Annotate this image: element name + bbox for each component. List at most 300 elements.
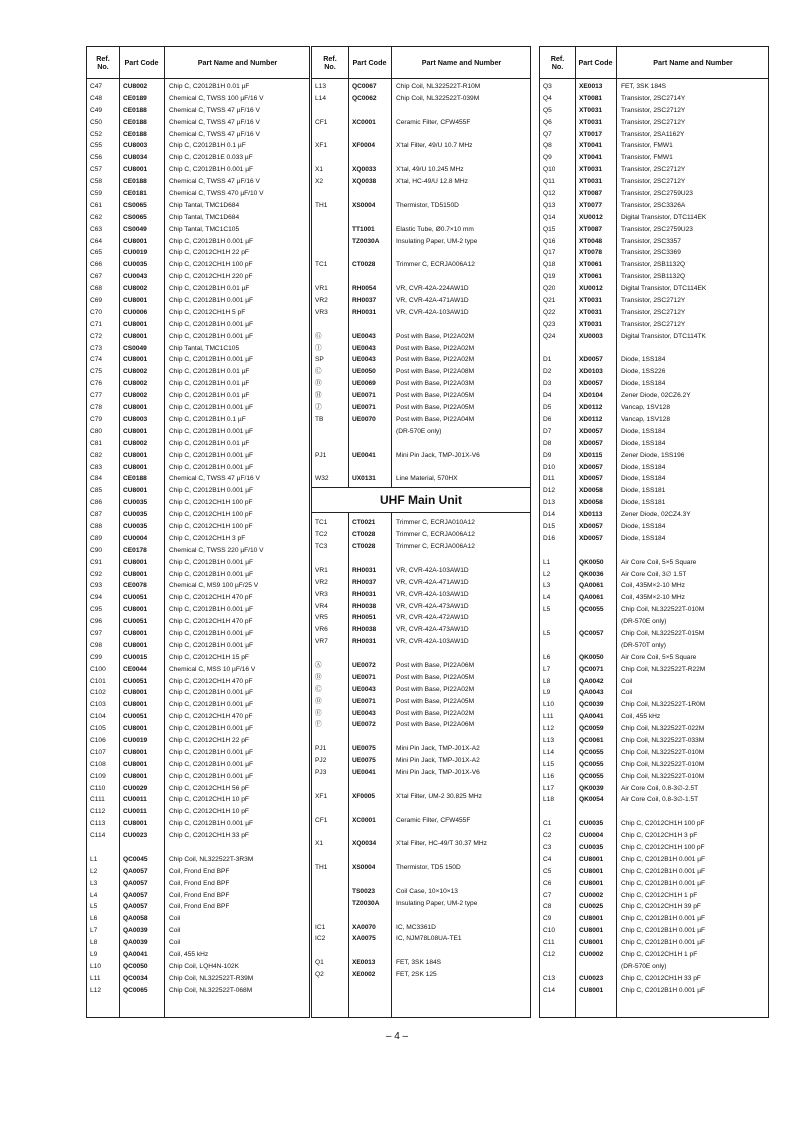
table-row <box>87 747 309 759</box>
table-row <box>540 129 768 141</box>
part-code: XT0078 <box>579 249 603 257</box>
part-code: XT0031 <box>579 320 603 328</box>
table-row <box>540 973 768 985</box>
ref-no: C89 <box>90 534 103 542</box>
part-name: Diode, 1SS184 <box>621 380 666 388</box>
part-code: CU8001 <box>123 748 148 756</box>
part-name: Digital Transistor, DTC114TK <box>621 332 706 340</box>
table-row <box>87 949 309 961</box>
ref-no: X1 <box>315 840 324 848</box>
ref-no: D8 <box>543 439 552 447</box>
ref-no: X1 <box>315 166 324 174</box>
ref-no: Q2 <box>315 971 324 979</box>
table-row <box>540 676 768 688</box>
part-name: Chip C, C2012B1H 0.001 µF <box>169 725 254 733</box>
part-code: QA0057 <box>123 903 148 911</box>
ref-no: Q13 <box>543 201 556 209</box>
part-code: QC0050 <box>123 962 148 970</box>
part-name: Chip C, C2012CH1H 100 pF <box>169 499 253 507</box>
ref-no: C87 <box>90 511 103 519</box>
part-name: Chip Coil, NL322522T-039M <box>396 94 480 102</box>
part-code: XT0031 <box>579 166 603 174</box>
ref-no: C1 <box>543 820 552 828</box>
part-name: Chip C, C2012B1H 0.001 µF <box>169 606 254 614</box>
part-name: Chip Coil, NL322522T-015M <box>621 629 705 637</box>
ref-no: D10 <box>543 463 556 471</box>
part-name: Chip C, C2012B1H 0.001 µF <box>169 297 254 305</box>
header-part-name: Part Name and Number <box>421 57 502 67</box>
part-name: Chip C, C2012CH1H 100 pF <box>169 511 253 519</box>
part-code: CU0006 <box>123 308 148 316</box>
table-row <box>312 129 530 141</box>
ref-no: L12 <box>90 986 102 994</box>
part-code: CU8001 <box>123 166 148 174</box>
part-code: CU8001 <box>579 986 604 994</box>
ref-no: C78 <box>90 404 103 412</box>
table-row <box>87 497 309 509</box>
part-code: QK0050 <box>579 653 604 661</box>
ref-no: TC3 <box>315 543 328 551</box>
part-code: CU0019 <box>123 249 148 257</box>
table-row <box>312 719 530 731</box>
part-name: Chip C, C2012B1H 0.001 µF <box>621 927 706 935</box>
part-code: UE0043 <box>352 332 376 340</box>
table-row <box>540 236 768 248</box>
ref-no: C73 <box>90 344 103 352</box>
table-row <box>312 426 530 438</box>
ref-no: D3 <box>543 380 552 388</box>
part-name: Post with Base, PI22A02M <box>396 685 475 693</box>
table-row <box>312 565 530 577</box>
ref-no: Ⓓ <box>315 697 322 705</box>
part-code: QC0055 <box>579 748 604 756</box>
part-code: UE0041 <box>352 768 376 776</box>
ref-no: C98 <box>90 641 103 649</box>
ref-no: CF1 <box>315 118 328 126</box>
part-code: CU0023 <box>123 832 148 840</box>
table-row <box>87 545 309 557</box>
table-row <box>312 462 530 474</box>
header-ref-no: Ref. No. <box>550 53 565 71</box>
ref-no: L4 <box>543 594 551 602</box>
part-code: XT0041 <box>579 154 603 162</box>
table-row <box>540 794 768 806</box>
part-code: CU8001 <box>579 867 604 875</box>
table-row <box>540 354 768 366</box>
part-name: Digital Transistor, DTC114EK <box>621 285 707 293</box>
part-code: CU8002 <box>123 439 148 447</box>
part-code: XU0012 <box>579 285 603 293</box>
part-name: Chip C, C2012B1H 0.001 µF <box>169 166 254 174</box>
table-row <box>87 473 309 485</box>
part-name: (DR-570E only) <box>621 962 667 970</box>
header-part-name: Part Name and Number <box>653 57 733 67</box>
part-code: CU8001 <box>123 558 148 566</box>
part-name: Chip C, C2012B1H 0.001 µF <box>169 463 254 471</box>
part-code: CU0002 <box>579 891 604 899</box>
table-row <box>540 747 768 759</box>
ref-no: C63 <box>90 225 103 233</box>
table-row <box>87 913 309 925</box>
ref-no: L1 <box>90 855 98 863</box>
part-code: CU8001 <box>579 927 604 935</box>
table-row <box>312 731 530 743</box>
ref-no: C48 <box>90 94 103 102</box>
ref-no: VR1 <box>315 566 328 574</box>
table-row <box>540 806 768 818</box>
table-row <box>312 624 530 636</box>
ref-no: C105 <box>90 725 106 733</box>
ref-no: C66 <box>90 261 103 269</box>
part-name: Chip C, C2012CH1H 100 pF <box>169 522 253 530</box>
part-code: UE0043 <box>352 709 376 717</box>
ref-no: C10 <box>543 927 556 935</box>
part-name: Insulating Paper, UM-2 type <box>396 899 478 907</box>
part-code: QC0034 <box>123 974 148 982</box>
part-name: FET, 3SK 184S <box>621 83 667 90</box>
ref-no: L5 <box>543 606 551 614</box>
part-name: Chemical C, MSS 10 µF/16 V <box>169 665 256 673</box>
ref-no: Q22 <box>543 308 556 316</box>
part-code: UE0075 <box>352 757 376 765</box>
part-name: Coil, Frond End BPF <box>169 903 230 911</box>
part-name: Chip Tantal, TMC1D684 <box>169 213 240 221</box>
table-row <box>87 711 309 723</box>
ref-no: C55 <box>90 142 103 150</box>
part-code: TZ0030A <box>352 899 380 907</box>
part-code: TT1001 <box>352 225 375 233</box>
part-code: XD0057 <box>579 534 603 542</box>
ref-no: TB <box>315 415 324 423</box>
ref-no: C106 <box>90 736 106 744</box>
part-code: UE0043 <box>352 344 376 352</box>
table-row <box>312 636 530 648</box>
ref-no: C77 <box>90 392 103 400</box>
part-name: (DR-570E only) <box>396 427 442 435</box>
part-code: XF0005 <box>352 792 376 800</box>
part-name: Post with Base, PI22A02M <box>396 709 475 717</box>
part-code: XD0057 <box>579 522 603 530</box>
ref-no: XF1 <box>315 142 328 150</box>
table-row <box>540 497 768 509</box>
ref-no: D12 <box>543 487 556 495</box>
table-row <box>540 913 768 925</box>
part-code: CU8001 <box>123 297 148 305</box>
ref-no: W32 <box>315 475 329 483</box>
part-code: CE0078 <box>123 582 147 590</box>
part-name: Chip C, C2012CH1H 10 pF <box>169 796 249 804</box>
ref-no: VR1 <box>315 285 328 293</box>
part-name: VR, CVR-42A-224AW1D <box>396 285 469 293</box>
part-code: UE0041 <box>352 451 376 459</box>
part-code: CU0051 <box>123 713 148 721</box>
table-row <box>312 886 530 898</box>
ref-no: L14 <box>315 94 327 102</box>
table-row <box>87 259 309 271</box>
part-name: Thermistor, TD5 150D <box>396 864 461 872</box>
table-row <box>87 212 309 224</box>
table-row <box>312 791 530 803</box>
part-code: RH0037 <box>352 297 377 305</box>
part-code: QA0057 <box>123 867 148 875</box>
part-code: QC0055 <box>579 772 604 780</box>
table-row <box>312 957 530 969</box>
ref-no: C114 <box>90 832 106 840</box>
ref-no: Q4 <box>543 94 552 102</box>
part-code: UE0070 <box>352 415 376 423</box>
part-name: Diode, 1SS184 <box>621 439 666 447</box>
ref-no: L15 <box>543 760 555 768</box>
part-name: Trimmer C, ECRJA006A12 <box>396 531 475 539</box>
ref-no: Ⓖ <box>315 332 322 340</box>
part-code: XT0017 <box>579 130 603 138</box>
part-name: Diode, 1SS184 <box>621 427 666 435</box>
part-code: XT0048 <box>579 237 603 245</box>
part-code: QC0057 <box>579 629 604 637</box>
ref-no: C102 <box>90 689 106 697</box>
part-name: Post with Base, PI22A05M <box>396 392 475 400</box>
table-row <box>87 901 309 913</box>
table-row <box>87 331 309 343</box>
part-name: VR, CVR-42A-472AW1D <box>396 614 469 622</box>
ref-no: Q9 <box>543 154 552 162</box>
table-row <box>312 81 530 93</box>
table-row <box>540 937 768 949</box>
ref-no: X2 <box>315 178 324 186</box>
part-name: Coil, Frond End BPF <box>169 867 230 875</box>
part-code: QA0061 <box>579 582 604 590</box>
ref-no: C68 <box>90 285 103 293</box>
part-name: IC, NJM78L08UA-TE1 <box>396 935 462 943</box>
part-name: Chip C, C2012CH1H 33 pF <box>169 832 249 840</box>
part-code: CU8001 <box>123 760 148 768</box>
part-code: UE0050 <box>352 368 376 376</box>
table-row <box>312 354 530 366</box>
part-code: XT0081 <box>579 94 603 102</box>
table-row <box>312 366 530 378</box>
table-row <box>87 771 309 783</box>
part-code: RH0038 <box>352 626 377 634</box>
ref-no: C103 <box>90 701 106 709</box>
table-row <box>540 687 768 699</box>
table-row <box>312 402 530 414</box>
part-name: Chip C, C2012B1H 0.001 µF <box>169 689 254 697</box>
table-row <box>87 117 309 129</box>
table-row <box>540 901 768 913</box>
table-row <box>540 117 768 129</box>
part-name: Coil <box>621 677 633 685</box>
ref-no: C104 <box>90 713 106 721</box>
table-row <box>87 830 309 842</box>
table-row <box>312 553 530 565</box>
part-code: CE0188 <box>123 130 147 138</box>
table-row <box>87 224 309 236</box>
part-name: Chip Coil, NL322522T-010M <box>621 760 705 768</box>
ref-no: L16 <box>543 772 555 780</box>
table-row <box>312 117 530 129</box>
part-name: Transistor, 2SC2712Y <box>621 106 686 114</box>
part-name: Chip C, C2012CH1H 33 pF <box>621 974 701 982</box>
table-row <box>87 152 309 164</box>
table-row <box>312 224 530 236</box>
table-row <box>312 140 530 152</box>
part-code: CT0028 <box>352 261 376 269</box>
part-name: Post with Base, PI22A06M <box>396 661 475 669</box>
part-code: CU8001 <box>123 356 148 364</box>
ref-no: L14 <box>543 748 555 756</box>
part-name: Chip C, C2012B1H 0.01 µF <box>169 439 250 447</box>
part-name: Chip C, C2012B1H 0.001 µF <box>169 820 254 828</box>
table-row <box>87 569 309 581</box>
part-code: CE0044 <box>123 665 147 673</box>
ref-no: C108 <box>90 760 106 768</box>
part-name: Transistor, 2SB1132Q <box>621 273 686 281</box>
part-name: Chemical C, TWSS 47 µF/16 V <box>169 106 260 114</box>
ref-no: C90 <box>90 546 103 554</box>
table-row <box>312 743 530 755</box>
part-name: Post with Base, PI22A04M <box>396 415 475 423</box>
ref-no: C84 <box>90 475 103 483</box>
part-name: Post with Base, PI22A06M <box>396 721 475 729</box>
table-row <box>312 945 530 957</box>
table-row <box>87 557 309 569</box>
ref-no: C100 <box>90 665 106 673</box>
part-name: Chip C, C2012B1E 0.033 µF <box>169 154 253 162</box>
ref-no: C14 <box>543 986 556 994</box>
part-name: Chip C, C2012B1H 0.001 µF <box>169 629 254 637</box>
ref-no: C76 <box>90 380 103 388</box>
table-row <box>87 961 309 973</box>
part-code: CU8002 <box>123 392 148 400</box>
part-code: CU8001 <box>123 725 148 733</box>
table-row <box>87 414 309 426</box>
table-row <box>540 604 768 616</box>
table-row <box>540 533 768 545</box>
ref-no: C95 <box>90 606 103 614</box>
table-row <box>540 390 768 402</box>
part-code: CT0021 <box>352 519 376 527</box>
part-code: QK0054 <box>579 796 604 804</box>
part-name: Chip C, C2012B1H 0.001 µF <box>169 237 254 245</box>
part-code: CU8002 <box>123 368 148 376</box>
table-row <box>87 759 309 771</box>
table-row <box>87 854 309 866</box>
table-row <box>540 854 768 866</box>
part-name: Transistor, 2SC2759U23 <box>621 225 693 233</box>
part-code: CU0051 <box>123 618 148 626</box>
table-row <box>87 604 309 616</box>
part-code: XU0003 <box>579 332 603 340</box>
part-code: QA0061 <box>579 594 604 602</box>
part-code: CE0188 <box>123 118 147 126</box>
part-code: UE0075 <box>352 745 376 753</box>
ref-no: Ⓐ <box>315 661 322 669</box>
part-code: XT0041 <box>579 142 603 150</box>
table-row <box>540 176 768 188</box>
part-name: VR, CVR-42A-103AW1D <box>396 590 469 598</box>
table-row <box>312 236 530 248</box>
part-name: Chip C, C2012B1H 0.001 µF <box>169 356 254 364</box>
table-row <box>540 699 768 711</box>
part-code: XD0112 <box>579 404 603 412</box>
ref-no: VR7 <box>315 638 328 646</box>
ref-no: C75 <box>90 368 103 376</box>
part-name: Diode, 1SS226 <box>621 368 666 376</box>
ref-no: C58 <box>90 178 103 186</box>
part-name: Chip Tantal, TMC1C105 <box>169 344 240 352</box>
ref-no: Q24 <box>543 332 556 340</box>
table-row <box>540 105 768 117</box>
table-row <box>87 105 309 117</box>
ref-no: D6 <box>543 415 552 423</box>
part-name: Chip C, C2012CH1H 39 pF <box>621 903 701 911</box>
table-row <box>87 640 309 652</box>
table-row <box>312 755 530 767</box>
table-row <box>540 878 768 890</box>
part-code: QK0039 <box>579 784 604 792</box>
table-row <box>312 200 530 212</box>
ref-no: C13 <box>543 974 556 982</box>
table-row <box>540 961 768 973</box>
table-row <box>312 517 530 529</box>
ref-no: Ⓒ <box>315 368 322 376</box>
part-name: Chip C, C2012CH1H 100 pF <box>621 820 705 828</box>
part-code: QA0041 <box>123 951 148 959</box>
table-row <box>87 866 309 878</box>
part-name: Chip C, C2012CH1H 100 pF <box>621 844 705 851</box>
part-code: CU0025 <box>579 903 604 911</box>
part-name: VR, CVR-42A-471AW1D <box>396 578 469 586</box>
ref-no: VR4 <box>315 602 328 610</box>
ref-no: L5 <box>90 903 98 911</box>
part-name: Chip C, C2012B1H 0.01 µF <box>169 83 250 90</box>
table-row <box>540 247 768 259</box>
ref-no: C65 <box>90 249 103 257</box>
part-name: Chip C, C2012B1H 0.001 µF <box>169 427 254 435</box>
part-name: Chip C, C2012B1H 0.001 µF <box>169 772 254 780</box>
ref-no: IC1 <box>315 923 326 931</box>
part-code: CU8001 <box>123 320 148 328</box>
table-row <box>87 462 309 474</box>
table-row <box>312 378 530 390</box>
part-code: CS0065 <box>123 201 147 209</box>
table-row <box>540 580 768 592</box>
header-ref-no: Ref. No. <box>96 53 110 71</box>
part-code: CU8001 <box>123 332 148 340</box>
ref-no: L4 <box>90 891 98 899</box>
table-row <box>312 838 530 850</box>
table-row <box>540 521 768 533</box>
part-code: XT0061 <box>579 273 603 281</box>
table-row <box>87 652 309 664</box>
table-row <box>312 529 530 541</box>
table-row <box>312 307 530 319</box>
part-code: XD0057 <box>579 427 603 435</box>
part-name: Transistor, 2SC2759U23 <box>621 190 693 198</box>
ref-no: PJ1 <box>315 451 327 459</box>
table-row <box>312 152 530 164</box>
ref-no: L9 <box>90 951 98 959</box>
table-row <box>87 735 309 747</box>
table-row <box>540 331 768 343</box>
table-row <box>540 343 768 355</box>
ref-no: C88 <box>90 522 103 530</box>
table-row <box>312 922 530 934</box>
table-row <box>540 283 768 295</box>
part-code: CS0049 <box>123 225 147 233</box>
ref-no: L2 <box>90 867 98 875</box>
table-row <box>87 794 309 806</box>
